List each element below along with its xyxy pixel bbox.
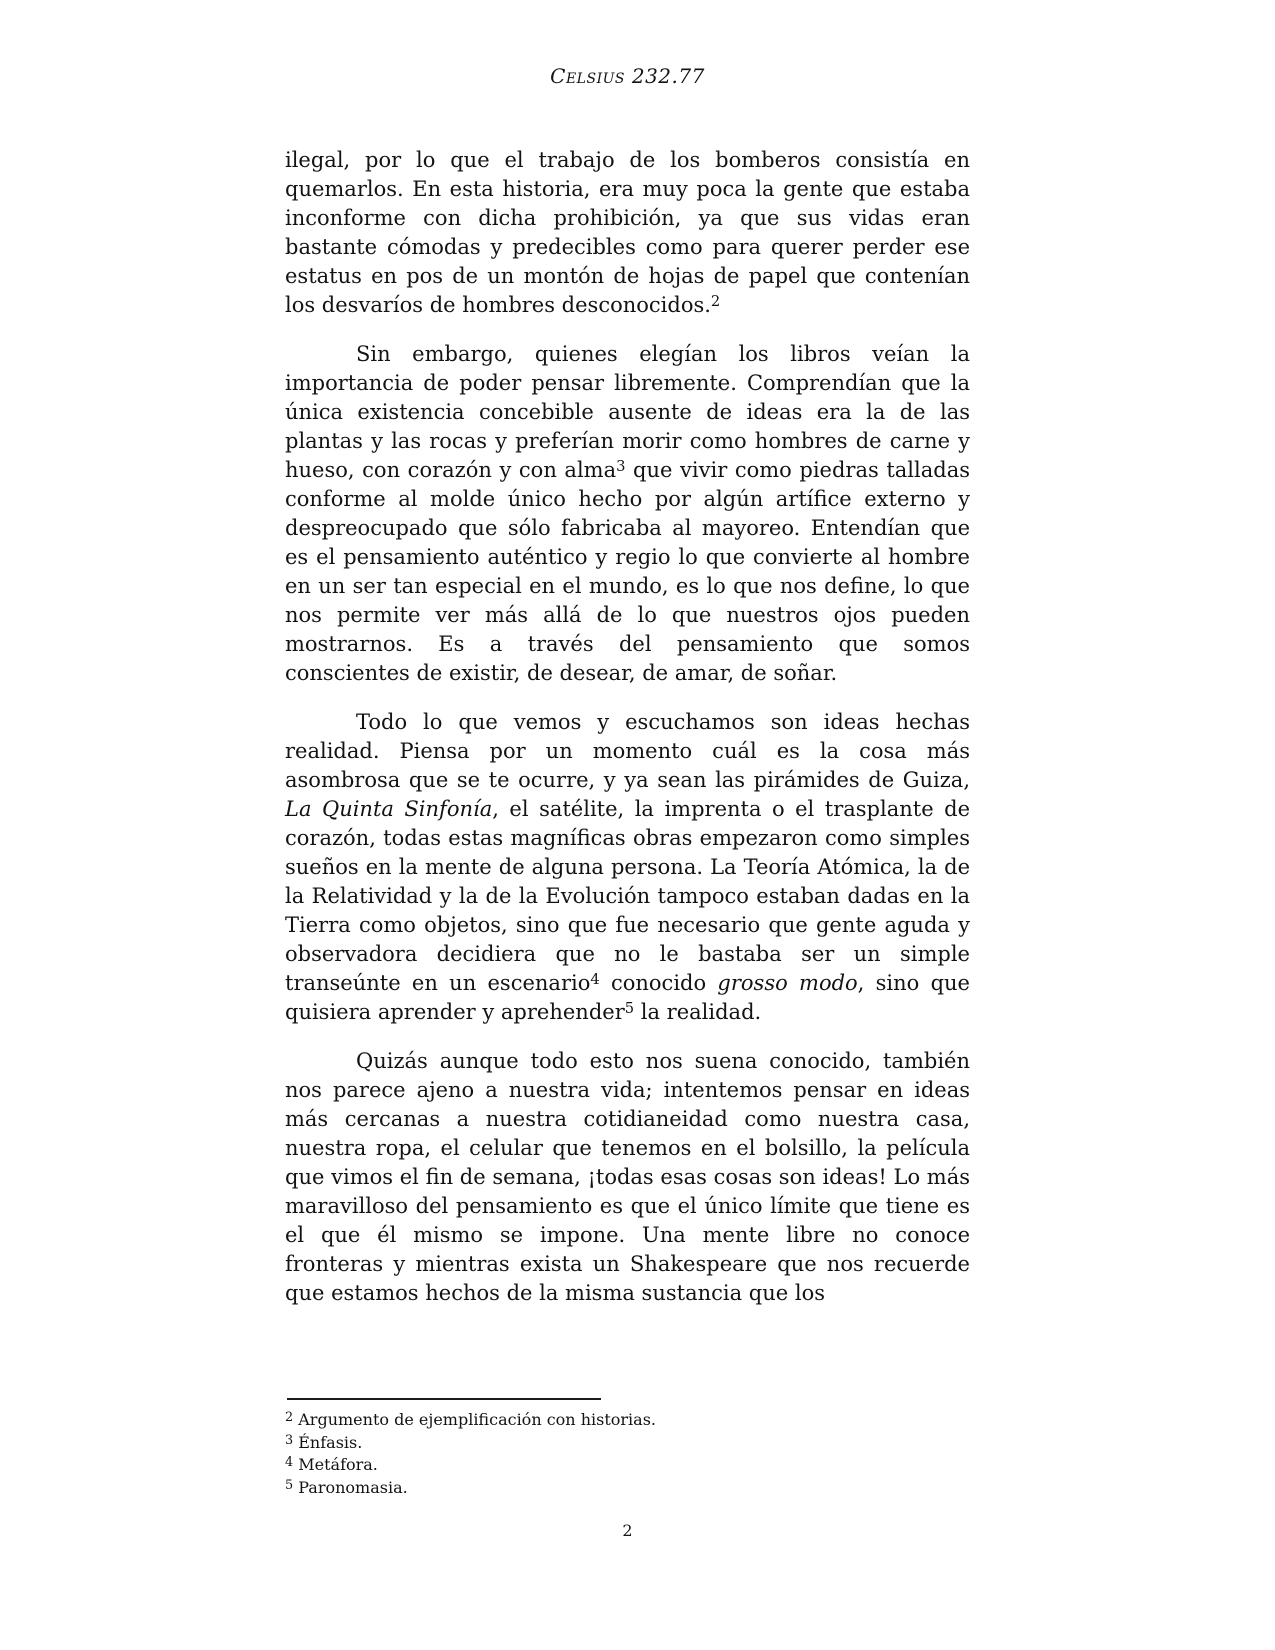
paragraph [285, 146, 970, 320]
text-run: ilegal, por lo que el trabajo de los bomberos consistía en quemarlos. En esta historia, era muy poca la gente que estaba inconforme con dicha prohibición, ya que sus vidas eran bastante cómodas y predecibles como para querer perder ese estatus en pos de un montón de hojas de papel que contenían los desvaríos de hombres desconocidos. [285, 148, 970, 317]
footnote-reference: 5 [624, 1000, 635, 1018]
page-number: 2 [622, 1521, 633, 1540]
text-run: , sino que quisiera aprender y aprehender [285, 971, 970, 1024]
footnote-number: 3 [285, 1432, 294, 1448]
body-paragraphs [285, 146, 970, 1328]
footnote-number: 4 [285, 1455, 294, 1471]
text-run: que vivir como piedras talladas conforme al molde único hecho por algún artífice externo y despreocupado que sólo fabricaba al mayoreo. Entendían que es el pensamiento auténtico y regio lo que convierte al hombre en un ser tan especial en el mundo, es lo que nos define, lo que nos permite ver más allá de lo que nuestros ojos pueden mostrarnos. Es a través del pensamiento que somos conscientes de existir, de desear, de amar, de soñar. [285, 458, 970, 685]
footnote: $^5$ Paronomasia. [285, 1477, 408, 1497]
footnote: $^4$ Metáfora. [285, 1455, 378, 1474]
footnote-separator [287, 1398, 601, 1400]
running-header-title: Celsius 232.77 [550, 64, 705, 88]
text-run: conocido [599, 971, 718, 995]
italic-text-run: La Quinta Sinfonía [285, 797, 493, 821]
footnote: $^2$ Argumento de ejemplificación con historias. [285, 1410, 656, 1429]
footnote-reference: 3 [616, 458, 626, 476]
footnote-reference: 4 [590, 971, 600, 989]
italic-text-run: grosso modo [717, 971, 858, 995]
footnote: $^3$ Énfasis. [285, 1432, 363, 1452]
text-run: Quizás aunque todo esto nos suena conocido, también nos parece ajeno a nuestra vida; intentemos pensar en ideas más cercanas a nuestra cotidianeidad como nuestra casa, nuestra ropa, el celular que tenemos en el bolsillo, la película que vimos el fin de semana, ¡todas esas cosas son ideas! Lo más maravilloso del pensamiento es que el único límite que tiene es el que él mismo se impone. Una mente libre no conoce fronteras y mientras exista un Shakespeare que nos recuerde que estamos hechos de la misma sustancia que los [285, 1049, 970, 1305]
running-header [285, 64, 970, 88]
text-run: la realidad. [634, 1000, 762, 1024]
paragraph [285, 708, 970, 1027]
text-run: Sin embargo, quienes elegían los libros veían la importancia de poder pensar libremente. Comprendían que la única existencia concebible ausente de ideas era la de las plantas y las rocas y preferían morir como hombres de carne y hueso, con corazón y con alma [285, 342, 970, 482]
paragraph [285, 340, 970, 688]
footnote-reference: 2 [710, 293, 721, 311]
paragraph [285, 1047, 970, 1308]
text-run: , el satélite, la imprenta o el trasplante de corazón, todas estas magníficas obras empezaron como simples sueños en la mente de alguna persona. La Teoría Atómica, la de la Relatividad y la de la Evolución tampoco estaban dadas en la Tierra como objetos, sino que fue necesario que gente aguda y observadora decidiera que no le bastaba ser un simple transeúnte en un escenario [285, 797, 971, 995]
footnote-number: 5 [285, 1477, 294, 1493]
text-run: Todo lo que vemos y escuchamos son ideas hechas realidad. Piensa por un momento cuál es la cosa más asombrosa que se te ocurre, y ya sean las pirámides de Guiza, [285, 710, 970, 792]
footnotes-list [285, 1409, 970, 1499]
footnote-number: 2 [285, 1410, 294, 1426]
